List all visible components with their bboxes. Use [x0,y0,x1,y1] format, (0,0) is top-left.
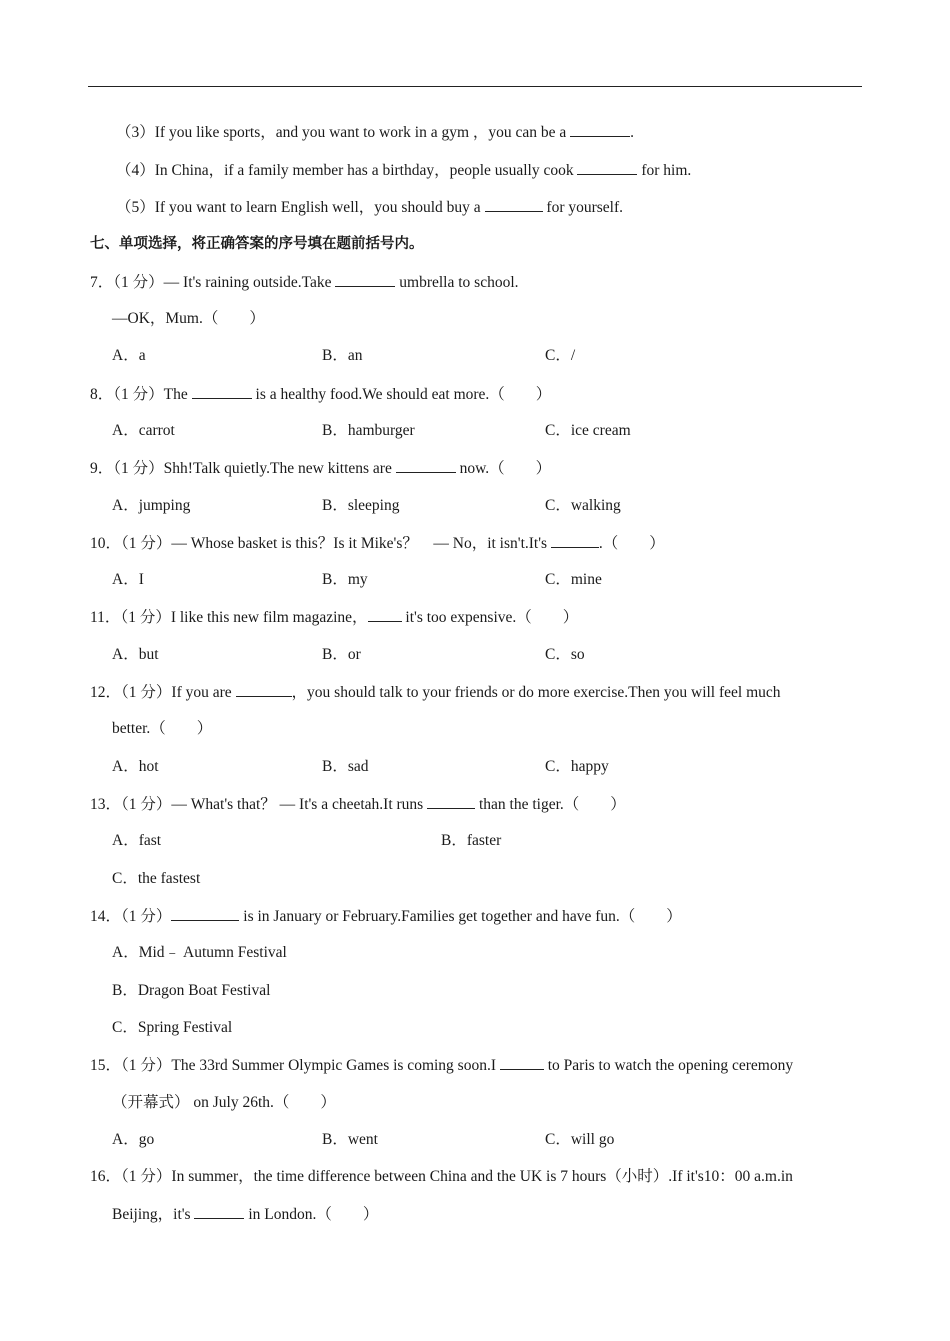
question-9 [90,458,551,479]
question-text: Beijing，it's [112,1206,195,1223]
answer-blank[interactable] [485,197,543,212]
question-text-end: now.（ ） [455,460,552,477]
item-text: If you want to learn English well，you should buy a [154,199,485,216]
question-score: （1 分） [121,535,172,552]
header-rule [88,86,862,87]
answer-blank[interactable] [551,533,599,548]
q12-option-c[interactable]: C．happy [545,758,609,775]
answer-blank[interactable] [236,682,292,697]
question-score: （1 分） [121,908,172,925]
q9-option-b[interactable]: B．sleeping [322,497,400,514]
question-12-line2: better.（ ） [112,720,213,737]
question-text: I like this new film magazine， [170,609,368,626]
question-text: Shh!Talk quietly.The new kittens are [163,460,396,477]
q13-option-a[interactable]: A．fast [112,832,162,849]
question-number: 13． [90,796,122,813]
question-score: （1 分） [121,796,172,813]
question-number: 15． [90,1057,122,1074]
question-15 [90,1055,793,1076]
question-number: 7． [90,274,114,291]
question-16 [90,1167,793,1187]
question-7-line2: —OK，Mum.（ ） [112,310,265,327]
question-number: 10． [90,535,122,552]
question-text: — What's that？ — It's a cheetah.It runs [171,796,428,813]
question-text: If you are [171,684,236,701]
question-text-end: .（ ） [598,535,665,552]
q9-option-c[interactable]: C．walking [545,497,621,514]
question-text-end: than the tiger.（ ） [475,796,626,813]
q15-option-c[interactable]: C．will go [545,1131,615,1148]
section-heading: 七、单项选择，将正确答案的序号填在题前括号内。 [90,236,424,252]
question-16-line2 [112,1204,378,1225]
answer-blank[interactable] [577,160,637,175]
item-text-end: for him. [637,162,692,179]
question-text: In summer，the time difference between China and the UK is 7 hours（小时）.If it's10：00 a.m.in [171,1168,793,1185]
q12-option-a[interactable]: A．hot [112,758,159,775]
question-8 [90,384,551,405]
item-number: （4） [116,162,155,179]
question-text-end: is a healthy food.We should eat more.（ ） [251,386,552,403]
question-number: 11． [90,609,121,626]
question-score: （1 分） [113,386,164,403]
question-15-line2: （开幕式） on July 26th.（ ） [112,1094,336,1111]
question-number: 12． [90,684,122,701]
fill-item-5 [116,197,623,218]
answer-blank[interactable] [396,458,456,473]
q7-option-b[interactable]: B．an [322,347,363,364]
question-score: （1 分） [120,609,171,626]
q13-option-b[interactable]: B．faster [441,832,502,849]
question-text-end: to Paris to watch the opening ceremony [543,1057,794,1074]
q11-option-b[interactable]: B．or [322,646,361,663]
question-score: （1 分） [121,684,172,701]
item-text: If you like sports，and you want to work in a gym ，you can be a [154,124,571,141]
question-text-end: it's too expensive.（ ） [401,609,579,626]
item-text-end: for yourself. [542,199,624,216]
item-number: （3） [116,124,155,141]
q8-option-c[interactable]: C．ice cream [545,422,631,439]
question-number: 16． [90,1168,122,1185]
q8-option-b[interactable]: B．hamburger [322,422,415,439]
q7-option-a[interactable]: A．a [112,347,146,364]
item-text: In China，if a family member has a birthday，people usually cook [154,162,578,179]
item-number: （5） [116,199,155,216]
answer-blank[interactable] [192,384,252,399]
q12-option-b[interactable]: B．sad [322,758,369,775]
question-14 [90,906,682,927]
answer-blank[interactable] [171,906,239,921]
answer-blank[interactable] [570,122,630,137]
question-score: （1 分） [121,1057,172,1074]
answer-blank[interactable] [500,1055,544,1070]
q14-option-a[interactable]: A．Mid﹣ Autumn Festival [112,944,287,961]
q9-option-a[interactable]: A．jumping [112,497,191,514]
q10-option-b[interactable]: B．my [322,571,368,588]
question-12 [90,682,781,703]
fill-item-3 [116,122,634,143]
question-text-end: is in January or February.Families get together and have fun.（ ） [239,908,682,925]
q15-option-b[interactable]: B．went [322,1131,378,1148]
answer-blank[interactable] [194,1204,244,1219]
question-10 [90,533,665,554]
question-text-end: umbrella to school. [395,274,519,291]
question-score: （1 分） [121,1168,172,1185]
q11-option-c[interactable]: C．so [545,646,585,663]
question-7 [90,272,519,293]
question-score: （1 分） [113,460,164,477]
q14-option-c[interactable]: C．Spring Festival [112,1019,233,1036]
question-13 [90,794,626,815]
answer-blank[interactable] [368,607,402,622]
answer-blank[interactable] [427,794,475,809]
question-text-end: in London.（ ） [244,1206,379,1223]
question-text: The [163,386,192,403]
item-text-end: . [630,124,635,141]
q14-option-b[interactable]: B．Dragon Boat Festival [112,982,271,999]
q8-option-a[interactable]: A．carrot [112,422,175,439]
question-number: 14． [90,908,122,925]
fill-item-4 [116,160,691,181]
question-text: — It's raining outside.Take [163,274,336,291]
q13-option-c[interactable]: C．the fastest [112,870,201,887]
question-number: 9． [90,460,114,477]
question-text: The 33rd Summer Olympic Games is coming soon.I [171,1057,500,1074]
q10-option-a[interactable]: A．I [112,571,144,588]
question-text-end: ，you should talk to your friends or do more exercise.Then you will feel much [291,684,781,701]
q15-option-a[interactable]: A．go [112,1131,155,1148]
question-11 [90,607,578,628]
answer-blank[interactable] [335,272,395,287]
q11-option-a[interactable]: A．but [112,646,159,663]
question-score: （1 分） [113,274,164,291]
q7-option-c[interactable]: C．/ [545,347,576,364]
q10-option-c[interactable]: C．mine [545,571,602,588]
question-number: 8． [90,386,114,403]
question-text: — Whose basket is this？Is it Mike's？ — No，it isn't.It's [171,535,551,552]
